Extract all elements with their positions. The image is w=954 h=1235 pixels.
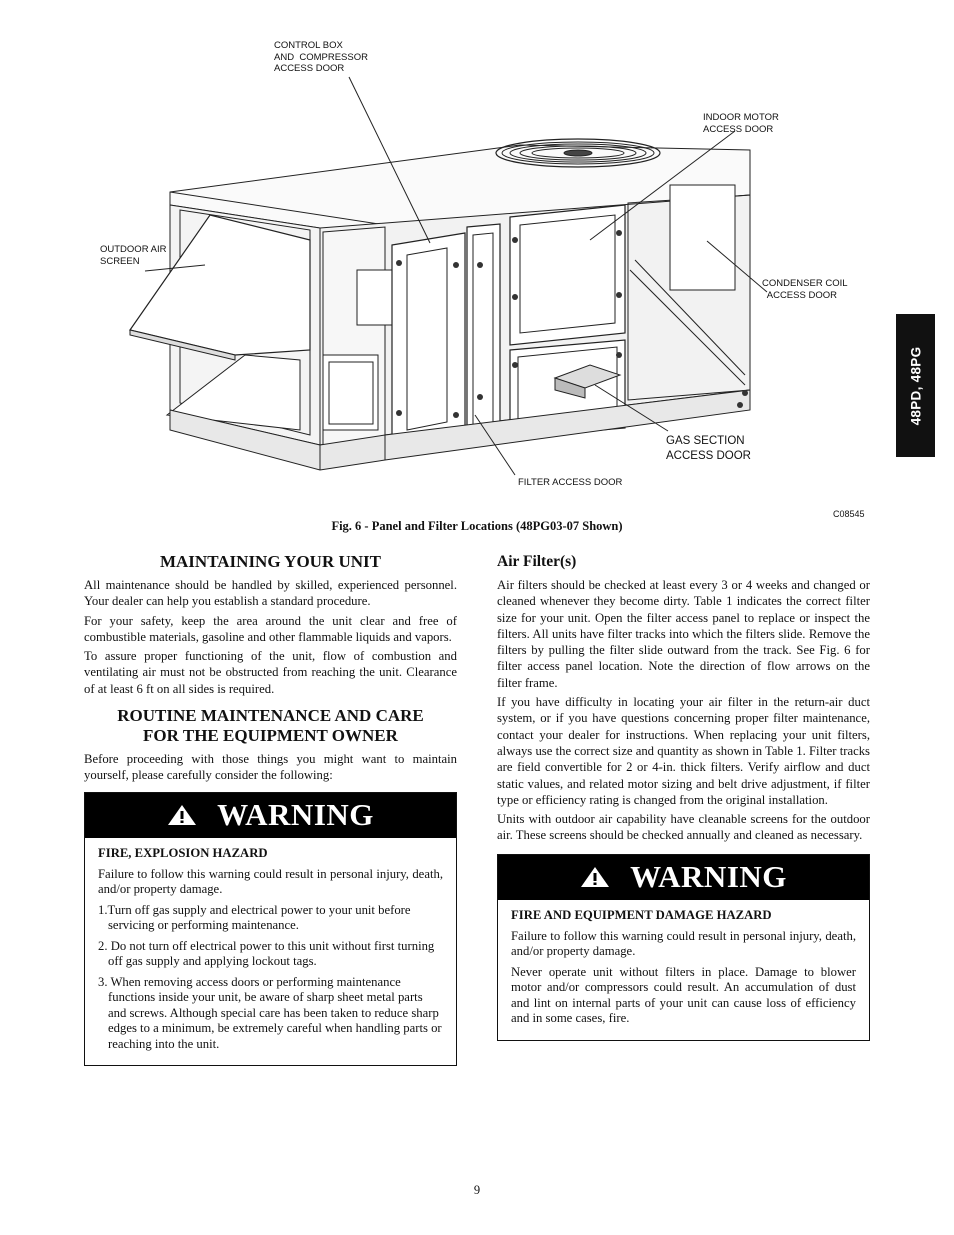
paragraph: Before proceeding with those things you might want to maintain yourself, please carefully consider the following:: [84, 752, 457, 783]
heading-maintaining: MAINTAINING YOUR UNIT: [159, 552, 381, 571]
warning-box: [84, 792, 457, 1067]
paragraph: If you have difficulty in locating your air filter in the return-air duct system, or if you have questions concerning proper filter maintenance, contact your dealer for instructions. When replacing your unit filters, always use the correct size and quantity as shown in Table 1. Filter tracks are field convertible for 2 or 4-in. thick filters. Verify airflow and duct static values, and related motor sizing and belt drive adjustment, if filter type or efficiency rating is changed from the original installation.: [497, 695, 870, 807]
callout-outdoor-air-screen: OUTDOOR AIR SCREEN: [100, 244, 167, 267]
warning-list-item: 3. When removing access doors or performing maintenance functions inside your unit, be aware of sharp sheet metal parts and screws. Although special care has been taken to reduce sharp edges to a minimum, be extremely careful when handling parts or reaching into the unit.: [98, 974, 442, 1051]
warning-box: [497, 854, 870, 1041]
paragraph: Units with outdoor air capability have cleanable screens for the outdoor air. These screens should be checked annually and cleaned as necessary.: [497, 812, 870, 843]
page-number: 9: [473, 1183, 481, 1197]
warning-title: WARNING: [217, 797, 374, 833]
paragraph: Air filters should be checked at least every 3 or 4 weeks and changed or cleaned whenever they become dirty. Table 1 indicates the correct filter size for your unit. Open the filter access panel to replace or inspect the filters. All units have filter tracks into which the filters slide. Remove the filters by pulling the filter slide outward from the track. See Fig. 6 for filter access panel location. Note the direction of flow arrows on the filter frame.: [497, 578, 870, 690]
heading-air-filters: Air Filter(s): [497, 553, 577, 570]
warning-body: Never operate unit without filters in place. Damage to blower motor and/or compressors could result. An accumulation of dust and lint on internal parts of your unit can cause loss of efficiency and in some cases, fire.: [511, 964, 856, 1026]
heading-line: FOR THE EQUIPMENT OWNER: [143, 726, 398, 746]
paragraph: For your safety, keep the area around the unit clear and free of combustible materials, gasoline and other flammable liquids and vapors.: [84, 613, 457, 644]
heading-routine-maintenance: [84, 706, 457, 746]
hazard-title: FIRE AND EQUIPMENT DAMAGE HAZARD: [511, 907, 772, 922]
hazard-title: FIRE, EXPLOSION HAZARD: [98, 845, 268, 860]
callout-condenser-coil: CONDENSER COIL ACCESS DOOR: [762, 278, 848, 301]
right-column: [497, 552, 870, 1041]
heading-line: ROUTINE MAINTENANCE AND CARE: [117, 706, 424, 726]
paragraph: All maintenance should be handled by skilled, experienced personnel. Your dealer can help you establish a standard procedure.: [84, 578, 457, 609]
paragraph: To assure proper functioning of the unit, flow of combustion and ventilating air must not be obstructed from reaching the unit. Clearance of at least 6 ft on all sides is required.: [84, 649, 457, 696]
side-tab: [896, 314, 935, 457]
warning-intro: Failure to follow this warning could result in personal injury, death, and/or property damage.: [98, 866, 443, 897]
warning-triangle-icon: [167, 804, 197, 826]
warning-title: WARNING: [630, 859, 787, 895]
callout-gas-section: GAS SECTION ACCESS DOOR: [666, 435, 751, 462]
warning-intro: Failure to follow this warning could result in personal injury, death, and/or property damage.: [511, 928, 856, 959]
warning-header: [498, 855, 869, 900]
warning-list-item: 1.Turn off gas supply and electrical power to your unit before servicing or performing maintenance.: [98, 902, 411, 933]
figure-caption: Fig. 6 - Panel and Filter Locations (48PG03-07 Shown): [331, 519, 623, 533]
warning-triangle-icon: [580, 866, 610, 888]
callout-control-box: CONTROL BOX AND COMPRESSOR ACCESS DOOR: [274, 40, 368, 74]
warning-list-item: 2. Do not turn off electrical power to this unit without first turning off gas supply and applying lockout tags.: [98, 938, 435, 969]
figure-code: C08545: [833, 509, 865, 519]
warning-header: [85, 793, 456, 838]
side-tab-label: 48PD, 48PG: [908, 346, 923, 425]
left-column: [84, 552, 457, 1066]
callout-filter-access: FILTER ACCESS DOOR: [518, 477, 623, 488]
callout-indoor-motor: INDOOR MOTOR ACCESS DOOR: [703, 112, 779, 135]
